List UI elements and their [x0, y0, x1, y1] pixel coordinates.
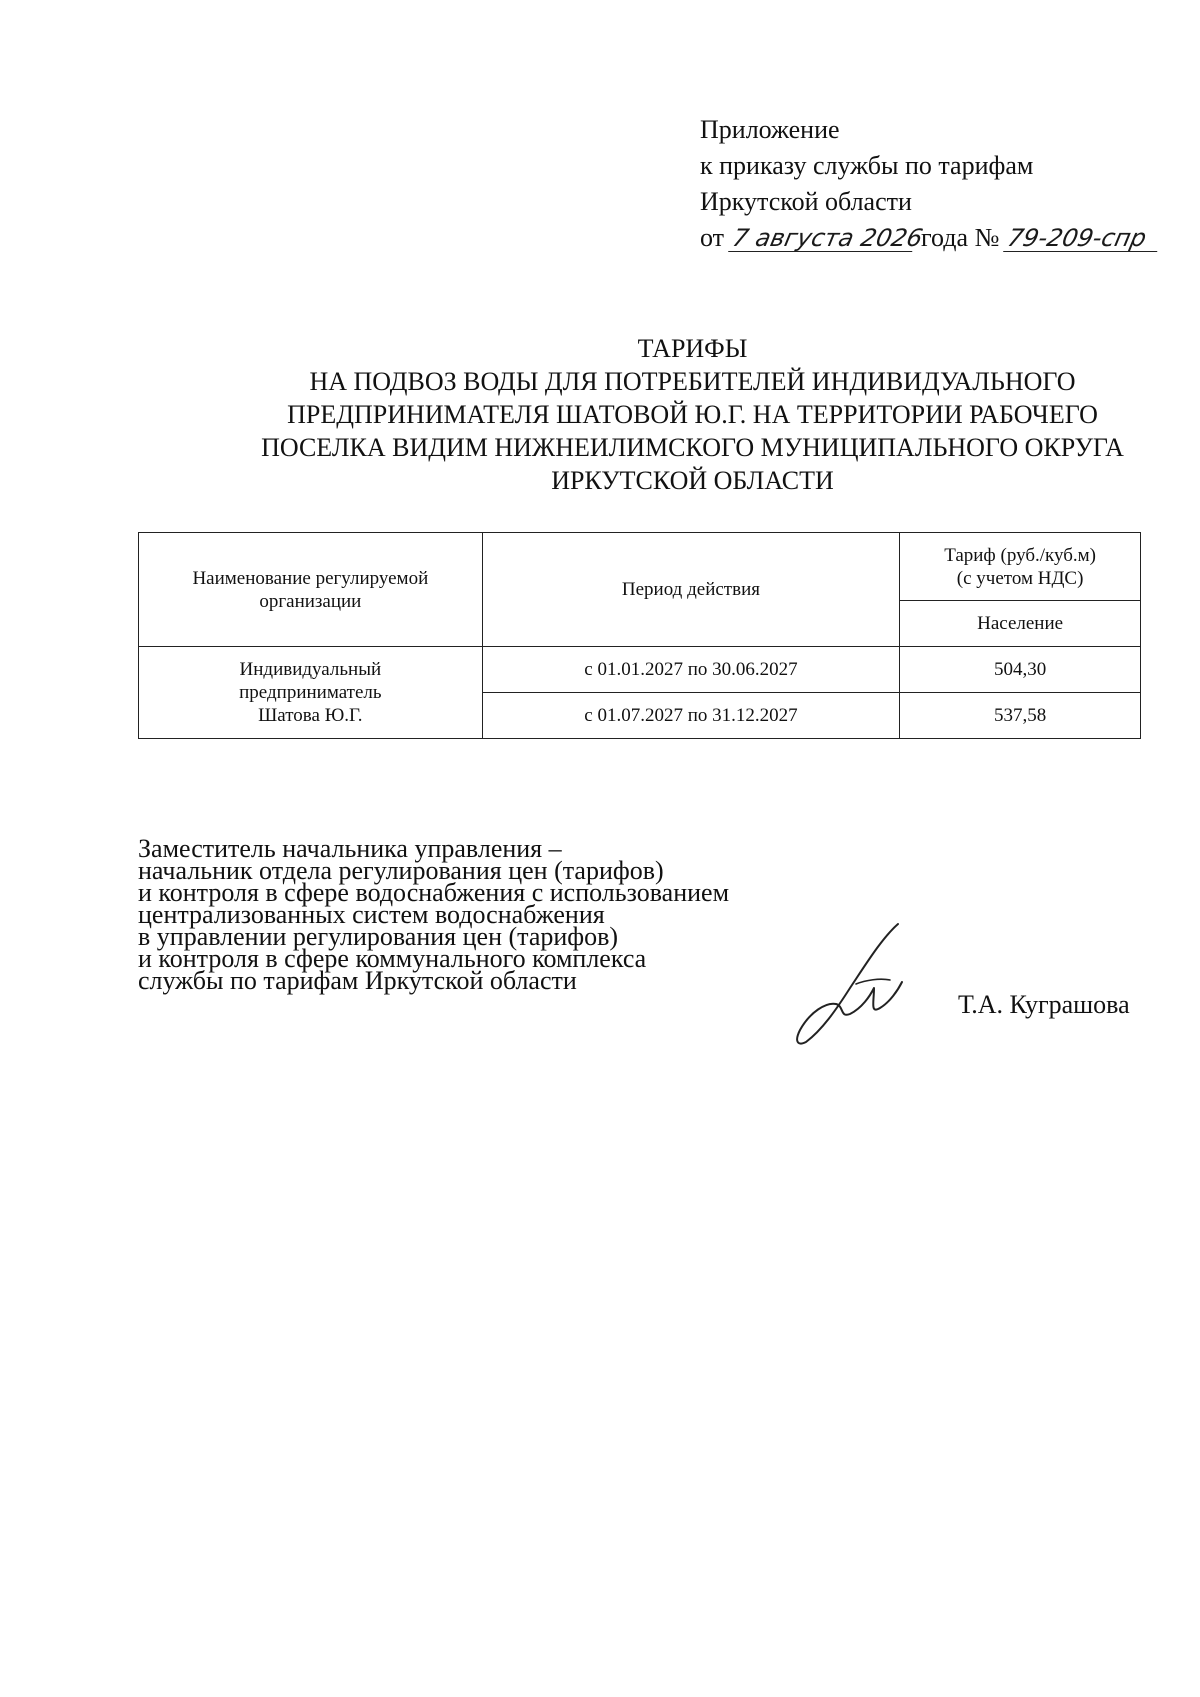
period-cell: с 01.01.2027 по 30.06.2027	[482, 647, 900, 693]
header-tariff	[900, 533, 1141, 601]
signature-stroke	[797, 924, 902, 1044]
handwritten-order-number: 79-209-спр	[1003, 225, 1163, 252]
appendix-header	[700, 112, 1160, 256]
date-prefix: от	[700, 223, 725, 252]
signatory-title-line: в управлении регулирования цен (тарифов)	[138, 922, 619, 951]
handwritten-signature	[770, 918, 920, 1048]
signatory-title	[138, 834, 730, 995]
header-tariff-line-1: Тариф (руб./куб.м)	[944, 544, 1096, 566]
appendix-line-1: Приложение	[700, 115, 840, 144]
signatory-title-line: начальник отдела регулирования цен (тарифов)	[138, 856, 664, 885]
org-name-line-1: Индивидуальный	[239, 659, 382, 680]
signature-stroke-2	[856, 979, 890, 984]
table-row	[139, 647, 1141, 693]
header-org: Наименование регулируемой организации	[139, 533, 483, 647]
signatory-title-line: централизованных систем водоснабжения	[138, 900, 605, 929]
title-line-4: ПОСЕЛКА ВИДИМ НИЖНЕИЛИМСКОГО МУНИЦИПАЛЬНОГО ОКРУГА	[261, 433, 1124, 462]
period-cell: с 01.07.2027 по 31.12.2027	[482, 693, 900, 739]
title-line-1: ТАРИФЫ	[637, 334, 748, 363]
title-line-3: ПРЕДПРИНИМАТЕЛЯ ШАТОВОЙ Ю.Г. НА ТЕРРИТОРИИ РАБОЧЕГО	[287, 400, 1098, 429]
signatory-name: Т.А. Куграшова	[958, 990, 1130, 1019]
tariff-cell: 537,58	[900, 693, 1141, 739]
org-name-line-2: предприниматель	[239, 682, 382, 703]
appendix-line-2: к приказу службы по тарифам	[700, 151, 1034, 180]
table-header-row	[139, 533, 1141, 601]
document-title	[200, 332, 1185, 497]
org-name-cell	[139, 647, 483, 739]
appendix-date-line	[700, 220, 1160, 256]
signatory-title-line: службы по тарифам Иркутской области	[138, 966, 577, 995]
appendix-line-3: Иркутской области	[700, 187, 912, 216]
handwritten-date: 7 августа 2026	[729, 224, 925, 252]
tariff-table	[138, 532, 1141, 739]
signatory-title-line: и контроля в сфере водоснабжения с использованием	[138, 878, 730, 907]
header-tariff-line-2: (с учетом НДС)	[956, 567, 1084, 589]
header-population: Население	[900, 601, 1141, 647]
title-line-5: ИРКУТСКОЙ ОБЛАСТИ	[551, 466, 834, 495]
org-name-line-3: Шатова Ю.Г.	[258, 705, 363, 726]
signatory-title-line: Заместитель начальника управления –	[138, 834, 562, 863]
tariff-cell: 504,30	[900, 647, 1141, 693]
year-number-label: года №	[921, 223, 1000, 252]
header-period: Период действия	[482, 533, 900, 647]
title-line-2: НА ПОДВОЗ ВОДЫ ДЛЯ ПОТРЕБИТЕЛЕЙ ИНДИВИДУАЛЬНОГО	[309, 367, 1076, 396]
signatory-title-line: и контроля в сфере коммунального комплекса	[138, 944, 647, 973]
